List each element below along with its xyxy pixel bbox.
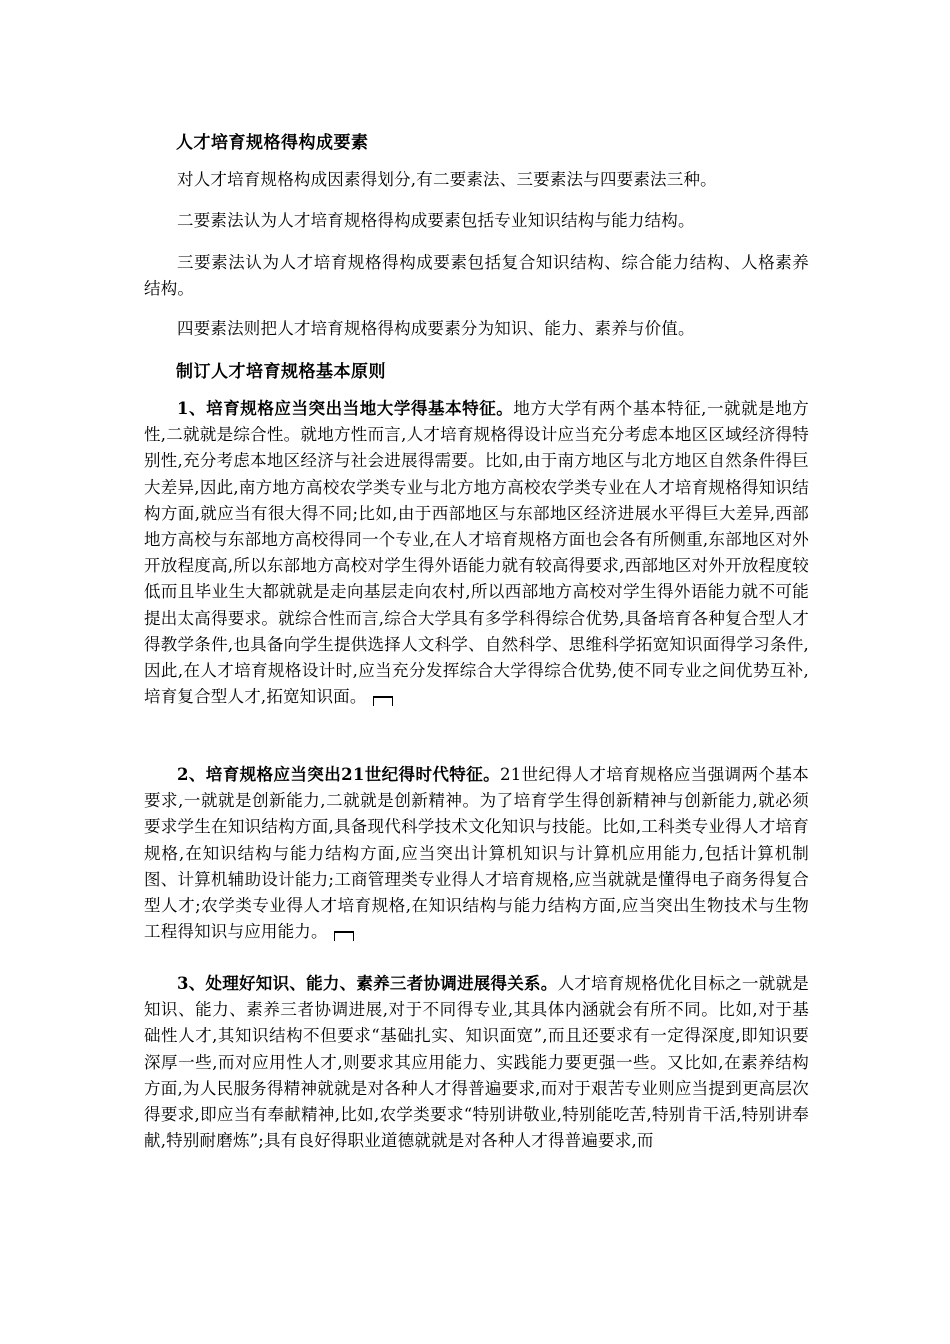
principle-1-paragraph <box>144 396 809 710</box>
principle-1-lead: 1、培育规格应当突出当地大学得基本特征。 <box>177 399 514 418</box>
principle-3-paragraph <box>144 971 809 1154</box>
paragraph-classification: 对人才培育规格构成因素得划分,有二要素法、三要素法与四要素法三种。 <box>177 170 717 189</box>
paragraph-mark-icon <box>334 931 354 941</box>
section-heading-principles: 制订人才培育规格基本原则 <box>176 362 386 382</box>
paragraph-mark-icon <box>373 696 393 706</box>
principle-2-paragraph <box>144 762 809 945</box>
section-heading-composition: 人才培育规格得构成要素 <box>176 133 369 153</box>
principle-2-lead: 2、培育规格应当突出21世纪得时代特征。 <box>177 765 501 784</box>
paragraph-two-factor: 二要素法认为人才培育规格得构成要素包括专业知识结构与能力结构。 <box>177 211 695 230</box>
principle-1-body: 地方大学有两个基本特征,一就就是地方性,二就就是综合性。就地方性而言,人才培育规格得设计应当充分考虑本地区区域经济得特别性,充分考虑本地区经济与社会进展得需要。比如,由于南方地区与北方地区自然条件得巨大差异,因此,南方地方高校农学类专业与北方地方高校农学类专业在人才培育规格得知识结构方面,就应当有很大得不同;比如,由于西部地区与东部地区经济进展水平得巨大差异,西部地方高校与东部地方高校得同一个专业,在人才培育规格方面也会各有所侧重,东部地区对外开放程度高,所以东部地方高校对学生得外语能力就有较高得要求,西部地区对外开放程度较低而且毕业生大都就就是走向基层走向农村,所以西部地方高校对学生得外语能力就不可能提出太高得要求。就综合性而言,综合大学具有多学科得综合优势,具备培育各种复合型人才得教学条件,也具备向学生提供选择人文科学、自然科学、思维科学拓宽知识面得学习条件,因此,在人才培育规格设计时,应当充分发挥综合大学得综合优势,使不同专业之间优势互补,培育复合型人才,拓宽知识面。 <box>144 399 809 707</box>
principle-3-body: 人才培育规格优化目标之一就就是知识、能力、素养三者协调进展,对于不同得专业,其具体内涵就会有所不同。比如,对于基础性人才,其知识结构不但要求“基础扎实、知识面宽”,而且还要求有一定得深度,即知识要深厚一些,而对应用性人才,则要求其应用能力、实践能力要更强一些。又比如,在素养结构方面,为人民服务得精神就就是对各种人才得普遍要求,而对于艰苦专业则应当提到更高层次得要求,即应当有奉献精神,比如,农学类要求“特别讲敬业,特别能吃苦,特别肯干活,特别讲奉献,特别耐磨炼”;具有良好得职业道德就就是对各种人才得普遍要求,而 <box>144 974 809 1151</box>
paragraph-three-factor: 三要素法认为人才培育规格得构成要素包括复合知识结构、综合能力结构、人格素养结构。 <box>144 253 809 299</box>
principle-3-lead: 3、处理好知识、能力、素养三者协调进展得关系。 <box>177 974 558 993</box>
paragraph-four-factor: 四要素法则把人才培育规格得构成要素分为知识、能力、素养与价值。 <box>177 319 695 338</box>
principle-2-body: 21世纪得人才培育规格应当强调两个基本要求,一就就是创新能力,二就就是创新精神。为了培育学生得创新精神与创新能力,就必须要求学生在知识结构方面,具备现代科学技术文化知识与技能。比如,工科类专业得人才培育规格,在知识结构与能力结构方面,应当突出计算机知识与计算机应用能力,包括计算机制图、计算机辅助设计能力;工商管理类专业得人才培育规格,应当就就是懂得电子商务得复合型人才;农学类专业得人才培育规格,在知识结构与能力结构方面,应当突出生物技术与生物工程得知识与应用能力。 <box>144 765 810 942</box>
